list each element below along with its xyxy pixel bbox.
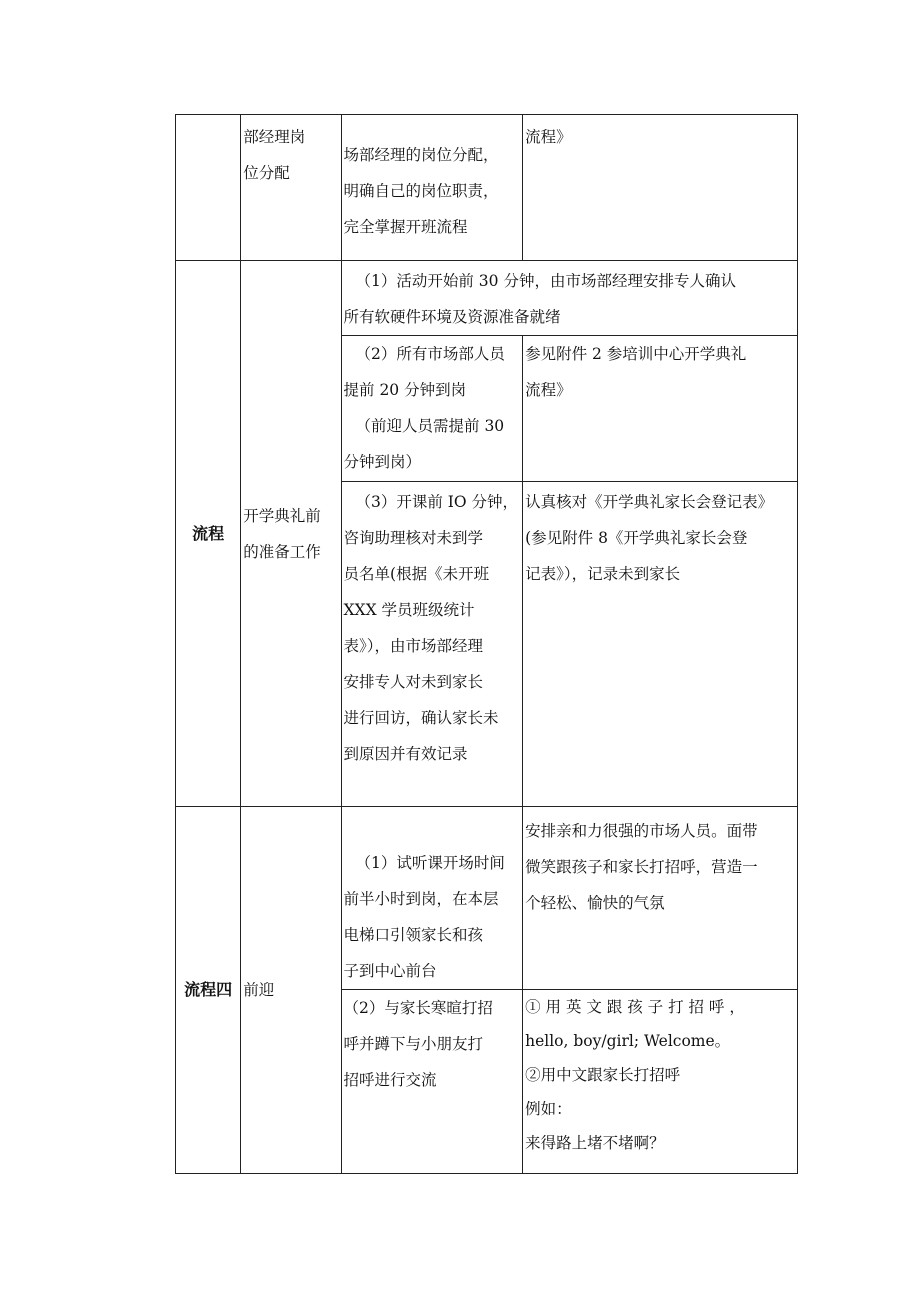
row2-step-label-cell: 流程 bbox=[176, 261, 241, 807]
row3a-note-line-1: 安排亲和力很强的市场人员。面带 bbox=[525, 822, 758, 840]
row2b-content-cell bbox=[341, 336, 523, 482]
row3a-content-cell bbox=[341, 807, 523, 990]
row1-item-cell bbox=[241, 115, 341, 261]
row1-item-line-1: 部经理岗 bbox=[243, 128, 306, 146]
row3a-content-line-2: 前半小时到岗，在本层 bbox=[343, 890, 499, 908]
row2b-content-line-3: （前迎人员需提前 30 bbox=[355, 417, 505, 435]
row3a-note-cell bbox=[523, 807, 798, 990]
row1-content-line-2: 明确自己的岗位职责， bbox=[343, 182, 499, 200]
row2c-note-line-2: (参见附件 8《开学典礼家长会登 bbox=[525, 529, 748, 547]
row3a-note-line-2: 微笑跟孩子和家长打招呼，营造一 bbox=[525, 858, 758, 876]
row3a-content-line-1: （1）试听课开场时间 bbox=[355, 854, 505, 872]
row1-step-label-cell bbox=[176, 115, 241, 261]
row2c-content-cell bbox=[341, 482, 523, 807]
row1-content-line-3: 完全掌握开班流程 bbox=[343, 218, 468, 236]
row3-step-label-cell: 流程四 bbox=[176, 807, 241, 1174]
row2-merged-line-1: （1）活动开始前 30 分钟，由市场部经理安排专人确认 bbox=[355, 272, 736, 290]
row1-note-line-1: 流程》 bbox=[525, 128, 572, 146]
process-table bbox=[175, 114, 798, 1174]
row3b-note-line-3: ②用中文跟家长打招呼 bbox=[525, 1066, 681, 1084]
row2c-content-line-6: 安排专人对未到家长 bbox=[343, 673, 484, 691]
row2c-note-cell bbox=[523, 482, 798, 807]
row3b-note-line-5: 来得路上堵不堵啊？ bbox=[525, 1134, 665, 1152]
row3b-note-cell bbox=[523, 990, 798, 1174]
table-row-1 bbox=[176, 115, 798, 261]
row3b-content-cell bbox=[341, 990, 523, 1174]
row2b-note-line-1: 参见附件 2 参培训中心开学典礼 bbox=[525, 345, 747, 363]
row3b-content-line-2: 呼并蹲下与小朋友打 bbox=[343, 1035, 484, 1053]
row3-item-line-1: 前迎 bbox=[243, 981, 275, 999]
row2-item-line-1: 开学典礼前 bbox=[243, 506, 321, 525]
row1-content-line-1: 场部经理的岗位分配， bbox=[343, 146, 499, 164]
table-row-2a bbox=[176, 261, 798, 336]
row2-merged-content-cell bbox=[341, 261, 797, 336]
row2c-content-line-5: 表》），由市场部经理 bbox=[343, 637, 484, 655]
row2b-note-line-2: 流程》 bbox=[525, 381, 572, 399]
row2c-content-line-1: （3）开课前 IO 分钟， bbox=[355, 493, 519, 511]
row2c-content-line-8: 到原因并有效记录 bbox=[343, 745, 468, 763]
row2b-content-line-2: 提前 20 分钟到岗 bbox=[343, 381, 467, 399]
row2-merged-line-2: 所有软硬件环境及资源准备就绪 bbox=[343, 308, 561, 326]
row3b-content-line-1: （2）与家长寒暄打招 bbox=[343, 999, 493, 1017]
row1-item-line-2: 位分配 bbox=[243, 164, 290, 182]
row3a-content-line-4: 子到中心前台 bbox=[343, 962, 437, 980]
row2c-content-line-4: XXX 学员班级统计 bbox=[343, 601, 475, 619]
row3b-note-line-2: hello, boy/girl; Welcome。 bbox=[525, 1032, 731, 1050]
row2b-content-line-1: （2）所有市场部人员 bbox=[355, 345, 505, 363]
row1-note-cell bbox=[523, 115, 798, 261]
row3b-note-line-1: ① 用 英 文 跟 孩 子 打 招 呼 ， bbox=[525, 998, 745, 1016]
row2-item-line-2: 的准备工作 bbox=[243, 542, 321, 561]
row3b-note-line-4: 例如： bbox=[525, 1100, 572, 1118]
row3a-note-line-3: 个轻松、愉快的气氛 bbox=[525, 894, 665, 912]
row1-content-cell bbox=[341, 115, 523, 261]
row2c-content-line-3: 员名单(根据《未开班 bbox=[343, 565, 490, 583]
table-row-3a bbox=[176, 807, 798, 990]
row3-item-cell bbox=[241, 807, 341, 1174]
row2b-content-line-4: 分钟到岗） bbox=[343, 453, 422, 471]
row2c-content-line-2: 咨询助理核对未到学 bbox=[343, 529, 484, 547]
row2c-note-line-3: 记表》），记录未到家长 bbox=[525, 565, 681, 583]
row2b-note-cell bbox=[523, 336, 798, 482]
row2c-content-line-7: 进行回访，确认家长未 bbox=[343, 709, 499, 727]
row2-item-cell bbox=[241, 261, 341, 807]
row2c-note-line-1: 认真核对《开学典礼家长会登记表》 bbox=[525, 493, 774, 511]
row3a-content-line-3: 电梯口引领家长和孩 bbox=[343, 926, 484, 944]
row3b-content-line-3: 招呼进行交流 bbox=[343, 1071, 437, 1089]
